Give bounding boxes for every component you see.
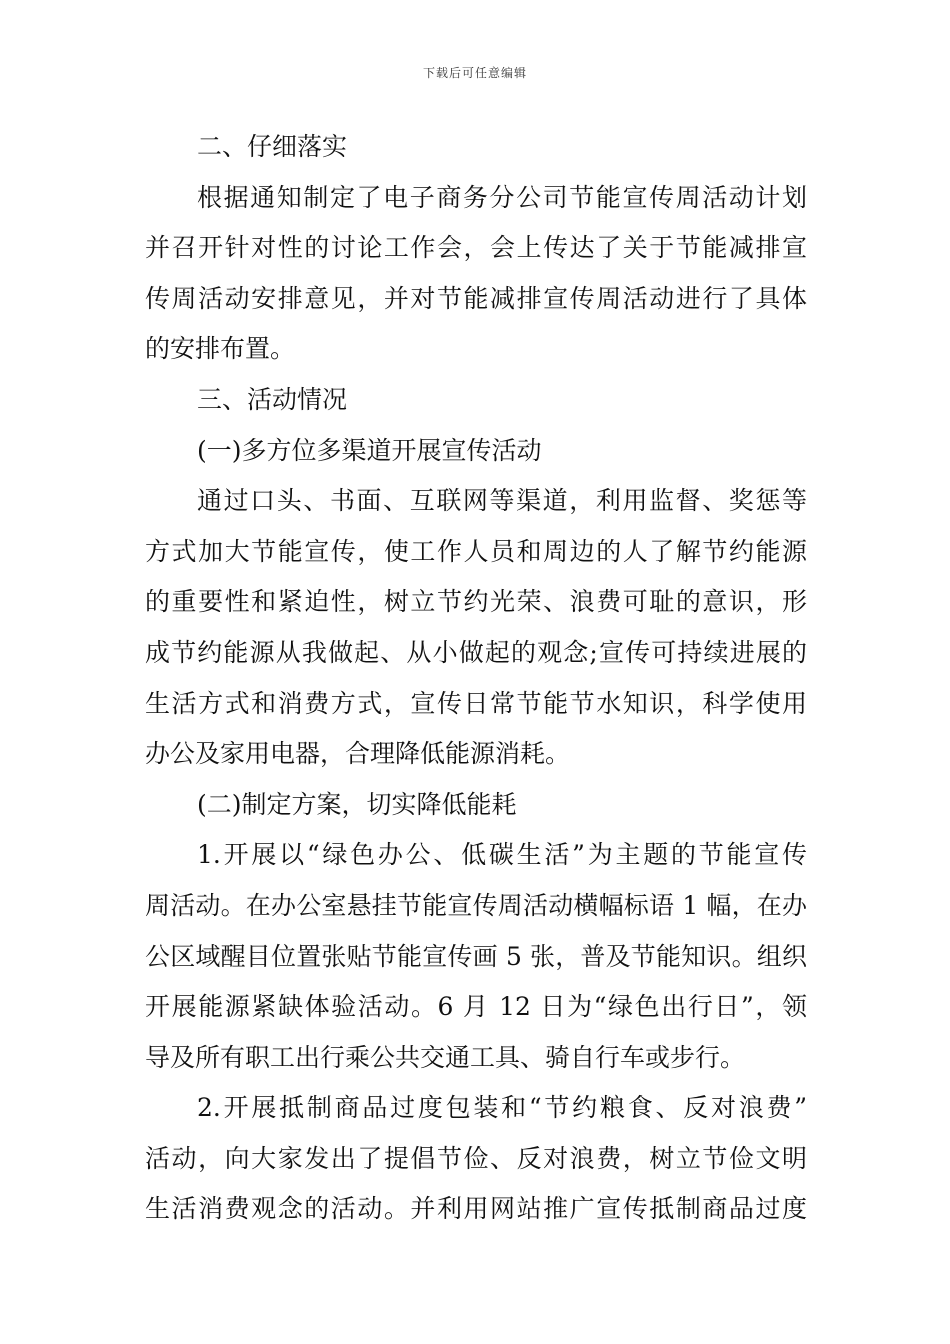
subsection-heading: (二)制定方案，切实降低能耗 <box>197 789 517 819</box>
paragraph-line: 周活动。在办公室悬挂节能宣传周活动横幅标语 1 幅，在办 <box>145 890 807 920</box>
paragraph-line: 根据通知制定了电子商务分公司节能宣传周活动计划 <box>197 182 807 212</box>
document-body <box>145 122 807 1235</box>
paragraph-line: 的安排布置。 <box>145 334 296 364</box>
paragraph-line: 成节约能源从我做起、从小做起的观念;宣传可持续进展的 <box>145 637 807 667</box>
paragraph-line: 传周活动安排意见，并对节能减排宣传周活动进行了具体 <box>145 283 807 313</box>
section-heading: 三、活动情况 <box>197 384 348 414</box>
paragraph-line: 活动，向大家发出了提倡节俭、反对浪费，树立节俭文明 <box>145 1143 807 1173</box>
paragraph-line: 的重要性和紧迫性，树立节约光荣、浪费可耻的意识，形 <box>145 587 807 617</box>
paragraph-line: 并召开针对性的讨论工作会，会上传达了关于节能减排宣 <box>145 233 807 263</box>
paragraph-line: 办公及家用电器，合理降低能源消耗。 <box>145 739 571 769</box>
paragraph-line: 2.开展抵制商品过度包装和“节约粮食、反对浪费” <box>197 1093 807 1123</box>
paragraph-line: 导及所有职工出行乘公共交通工具、骑自行车或步行。 <box>145 1042 746 1072</box>
paragraph-line: 生活方式和消费方式，宣传日常节能节水知识，科学使用 <box>145 688 807 718</box>
paragraph-line: 开展能源紧缺体验活动。6 月 12 日为“绿色出行日”，领 <box>145 992 807 1022</box>
paragraph-line: 通过口头、书面、互联网等渠道，利用监督、奖惩等 <box>197 486 807 516</box>
page-header: 下载后可任意编辑 <box>422 66 527 80</box>
paragraph-line: 公区域醒目位置张贴节能宣传画 5 张，普及节能知识。组织 <box>145 941 807 971</box>
paragraph-line: 方式加大节能宣传，使工作人员和周边的人了解节约能源 <box>145 536 807 566</box>
subsection-heading: (一)多方位多渠道开展宣传活动 <box>197 435 542 465</box>
paragraph-line: 生活消费观念的活动。并利用网站推广宣传抵制商品过度 <box>145 1194 807 1224</box>
paragraph-line: 1.开展以“绿色办公、低碳生活”为主题的节能宣传 <box>197 840 807 870</box>
section-heading: 二、仔细落实 <box>197 132 348 161</box>
